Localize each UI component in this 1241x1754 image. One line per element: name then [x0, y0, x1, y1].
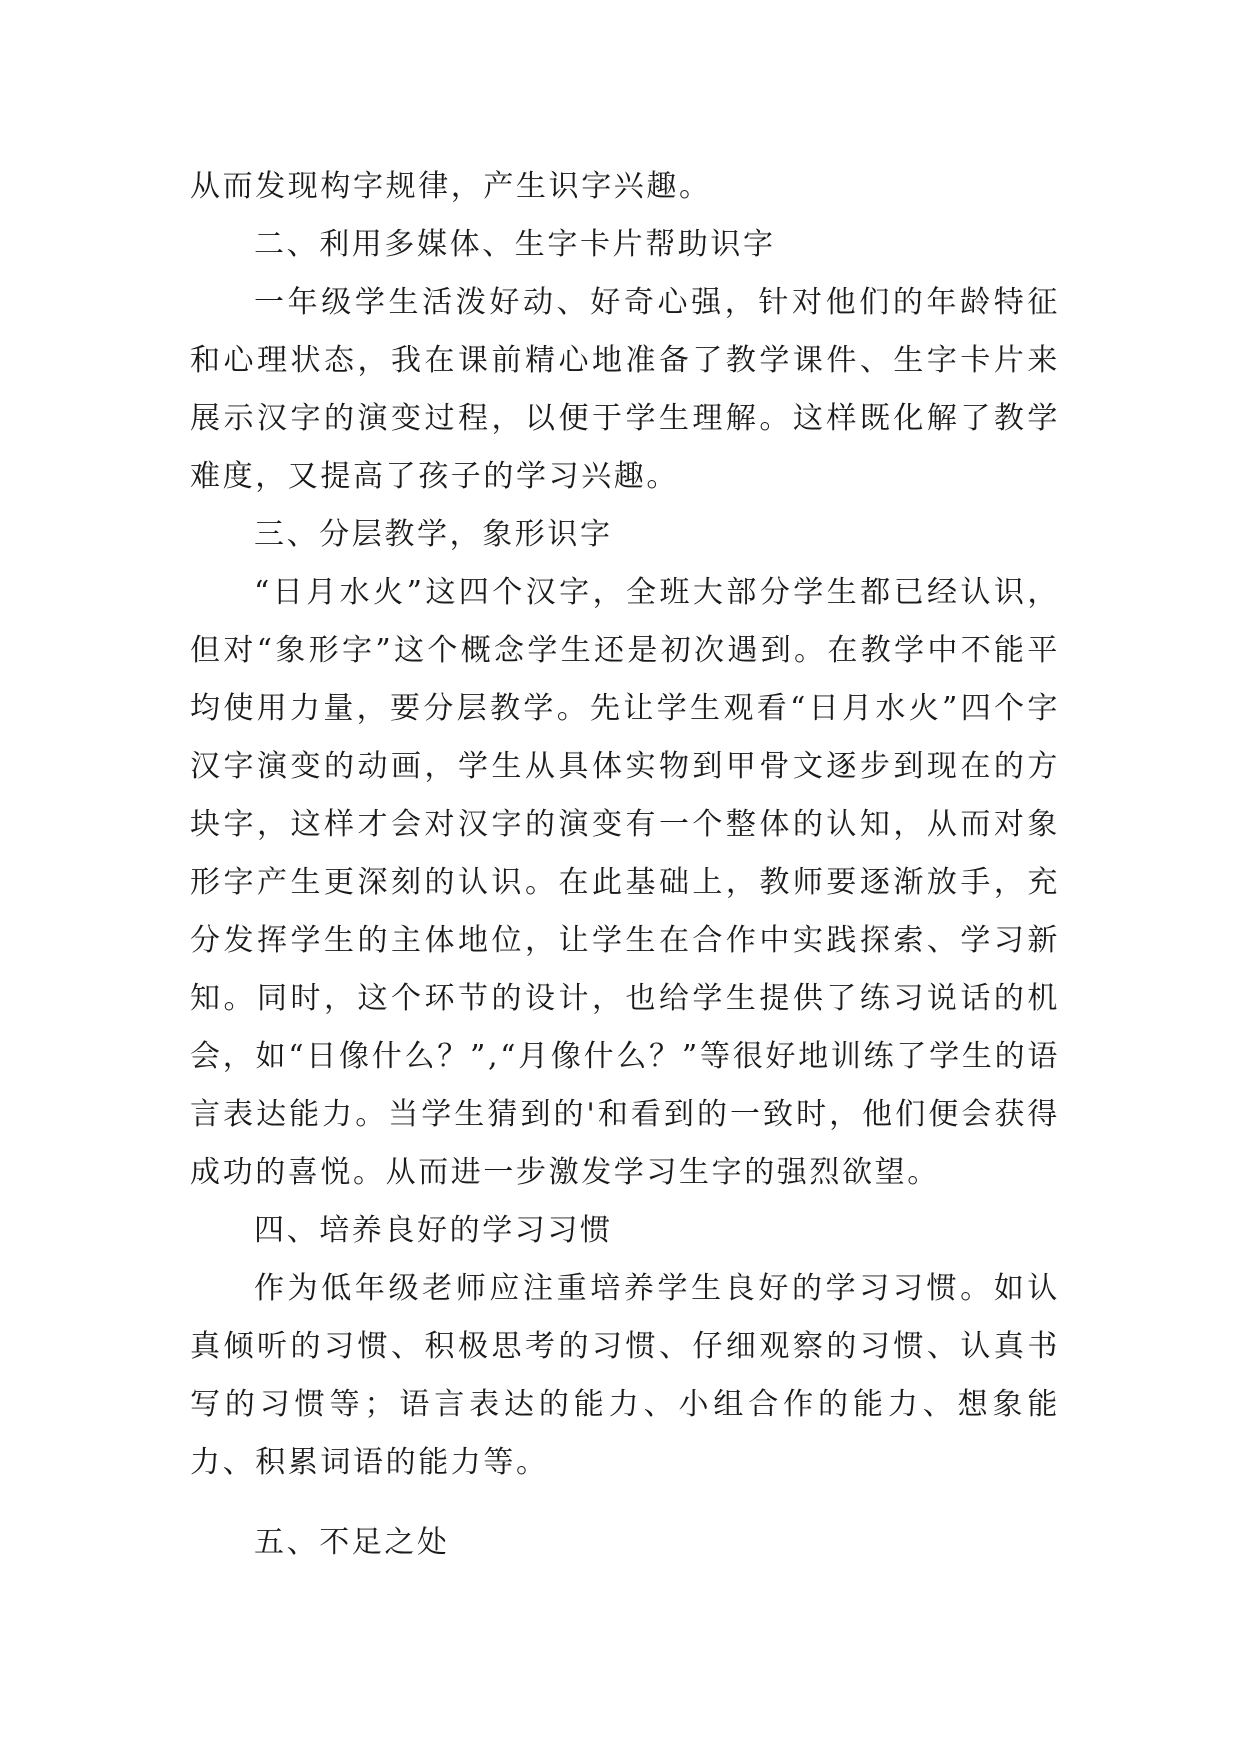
paragraph-multimedia: 一年级学生活泼好动、好奇心强，针对他们的年龄特征和心理状态，我在课前精心地准备了教学课件、生字卡片来展示汉字的演变过程，以便于学生理解。这样既化解了教学难度，又提高了孩子的学习兴趣。 — [190, 285, 1060, 494]
section-heading-4: 四、培养良好的学习习惯 — [254, 1213, 613, 1248]
paragraph-layered-teaching: “日月水火”这四个汉字，全班大部分学生都已经认识，但对“象形字”这个概念学生还是初次遇到。在教学中不能平均使用力量，要分层教学。先让学生观看“日月水火”四个字汉字演变的动画，学生从具体实物到甲骨文逐步到现在的方块字，这样才会对汉字的演变有一个整体的认知，从而对象形字产生更深刻的认识。在此基础上，教师要逐渐放手，充分发挥学生的主体地位，让学生在合作中实践探索、学习新知。同时，这个环节的设计，也给学生提供了练习说话的机会，如“日像什么？”,“月像什么？”等很好地训练了学生的语言表达能力。当学生猜到的'和看到的一致时，他们便会获得成功的喜悦。从而进一步激发学习生字的强烈欲望。 — [190, 575, 1060, 1190]
section-heading-5: 五、不足之处 — [254, 1525, 450, 1560]
paragraph-study-habits: 作为低年级老师应注重培养学生良好的学习习惯。如认真倾听的习惯、积极思考的习惯、仔细观察的习惯、认真书写的习惯等；语言表达的能力、小组合作的能力、想象能力、积累词语的能力等。 — [190, 1271, 1060, 1480]
document-body — [190, 158, 1060, 1572]
section-heading-3: 三、分层教学，象形识字 — [254, 517, 613, 552]
paragraph-continuation: 从而发现构字规律，产生识字兴趣。 — [190, 169, 712, 204]
section-heading-2: 二、利用多媒体、生字卡片帮助识字 — [254, 227, 776, 262]
